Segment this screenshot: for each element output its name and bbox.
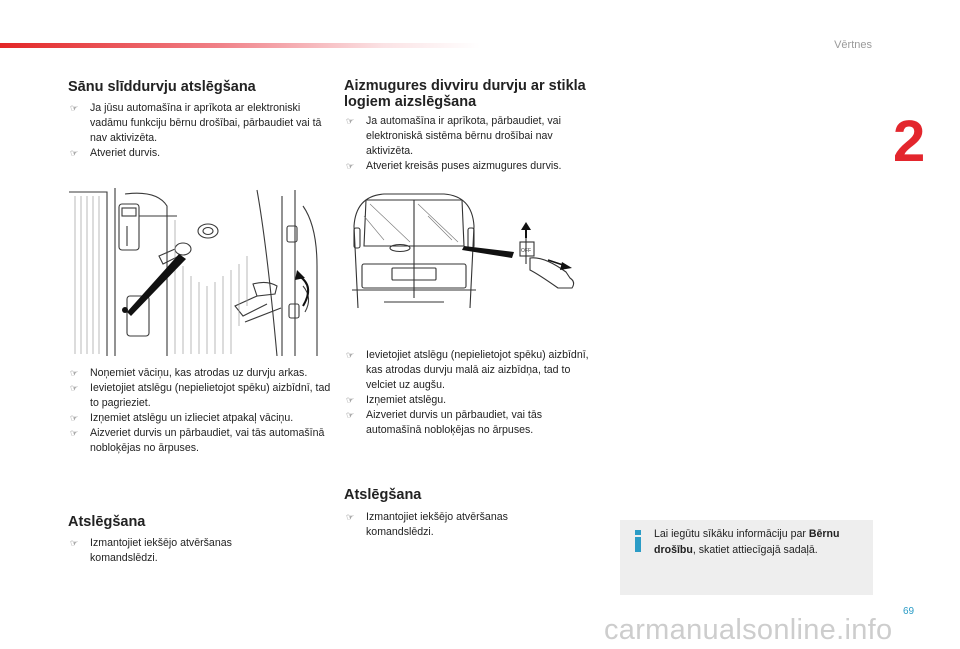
info-text: Lai iegūtu sīkāku informāciju par Bērnu drošību, skatiet attiecīgajā sadaļā. <box>654 528 840 556</box>
bullet-icon: ☞ <box>346 161 355 171</box>
info-icon <box>633 530 643 552</box>
bullet-icon: ☞ <box>346 350 355 360</box>
list-item: ☞ Ja jūsu automašīna ir aprīkota ar elektroniski vadāmu funkciju bērnu drošībai, pārbaudiet vai tā nav aktivizēta. <box>70 102 322 144</box>
list-item: ☞ Ja automašīna ir aprīkota, pārbaudiet, vai elektroniskā sistēma bērnu drošībai nav aktivizēta. <box>346 115 561 157</box>
left-locking-title: Atslēgšana <box>68 514 146 530</box>
list-item: ☞ Atveriet kreisās puses aizmugures durvis. <box>346 160 562 172</box>
page-number: 69 <box>903 606 915 617</box>
bullet-icon: ☞ <box>346 116 355 126</box>
right-section-title: Aizmugures divviru durvju ar stikla logiem aizslēgšana <box>344 78 586 110</box>
bullet-icon: ☞ <box>70 103 79 113</box>
info-bold-term: Bērnu drošību <box>654 528 840 556</box>
left-section-title: Sānu slīddurvju atslēgšana <box>68 79 256 95</box>
list-item: ☞ Izņemiet atslēgu un izlieciet atpakaļ vāciņu. <box>70 412 294 424</box>
watermark: carmanualsonline.info <box>604 614 893 646</box>
sliding-door-lock-illustration <box>67 186 325 358</box>
chapter-number: 2 <box>893 109 926 174</box>
bullet-icon: ☞ <box>70 383 79 393</box>
right-locking-title: Atslēgšana <box>344 487 422 503</box>
bullet-icon: ☞ <box>346 410 355 420</box>
right-locking-list <box>344 510 574 540</box>
bullet-icon: ☞ <box>70 368 79 378</box>
list-item: ☞ Aizveriet durvis un pārbaudiet, vai tās automašīnā nobloķējas no ārpuses. <box>346 409 543 436</box>
list-item: ☞ Ievietojiet atslēgu (nepielietojot spēku) aizbīdnī, kas atrodas durvju malā aiz aizbīdņa, tad to velciet uz augšu. <box>346 349 589 391</box>
bullet-icon: ☞ <box>346 395 355 405</box>
left-locking-list <box>68 536 298 566</box>
list-item: ☞ Izmantojiet iekšējo atvēršanas komandslēdzi. <box>70 537 232 564</box>
left-steps-list <box>68 366 334 456</box>
section-title: Vērtnes <box>834 39 872 51</box>
left-intro-list <box>68 101 330 161</box>
bullet-icon: ☞ <box>70 428 79 438</box>
right-intro-list <box>344 114 600 174</box>
bullet-icon: ☞ <box>70 148 79 158</box>
list-item: ☞ Ievietojiet atslēgu (nepielietojot spēku) aizbīdnī, tad to pagrieziet. <box>70 382 331 409</box>
list-item: ☞ Aizveriet durvis un pārbaudiet, vai tās automašīnā nobloķējas no ārpuses. <box>70 427 325 454</box>
list-item: ☞ Izmantojiet iekšējo atvēršanas komandslēdzi. <box>346 511 508 538</box>
list-item: ☞ Izņemiet atslēgu. <box>346 394 447 406</box>
off-label: OFF <box>521 248 531 254</box>
bullet-icon: ☞ <box>70 538 79 548</box>
right-steps-list <box>344 348 600 438</box>
header-accent-bar <box>0 43 480 48</box>
bullet-icon: ☞ <box>70 413 79 423</box>
list-item: ☞ Atveriet durvis. <box>70 147 161 159</box>
bullet-icon: ☞ <box>346 512 355 522</box>
rear-door-lock-illustration <box>344 186 602 310</box>
list-item: ☞ Noņemiet vāciņu, kas atrodas uz durvju arkas. <box>70 367 308 379</box>
